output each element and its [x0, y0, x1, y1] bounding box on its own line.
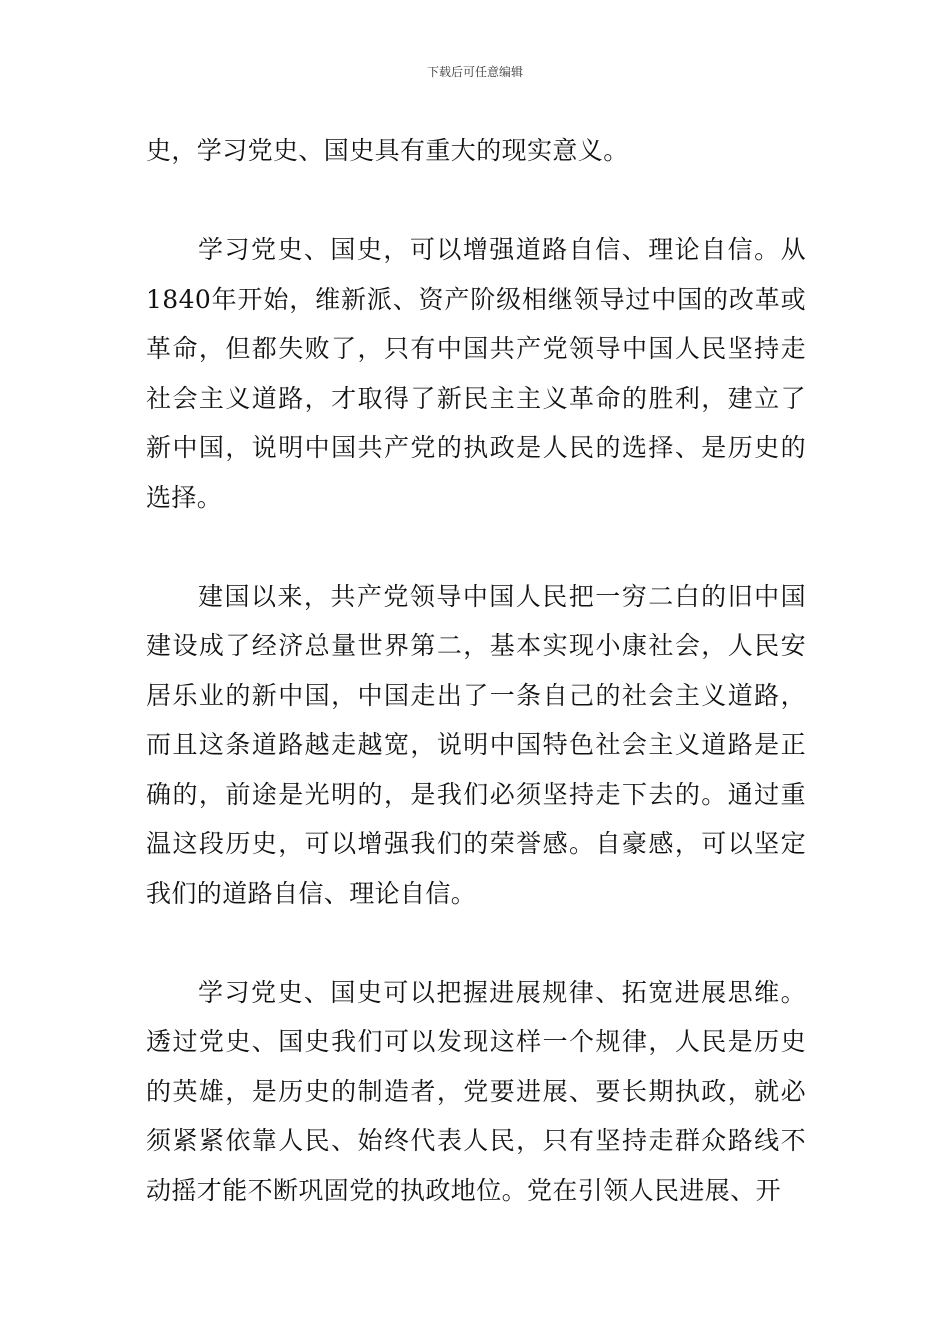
paragraph-development-law: 学习党史、国史可以把握进展规律、拓宽进展思维。透过党史、国史我们可以发现这样一个规律，人民是历史的英雄，是历史的制造者，党要进展、要长期执政，就必须紧紧依靠人民、始终代表人民，只有坚持走群众路线不动摇才能不断巩固党的执政地位。党在引领人民进展、开	[146, 977, 806, 1205]
paragraph-continuation: 史，学习党史、国史具有重大的现实意义。	[146, 136, 629, 165]
page-header-note: 下载后可任意编辑	[426, 65, 523, 79]
paragraph-since-founding: 建国以来，共产党领导中国人民把一穷二白的旧中国建设成了经济总量世界第二，基本实现小康社会，人民安居乐业的新中国，中国走出了一条自己的社会主义道路，而且这条道路越走越宽，说明中国特色社会主义道路是正确的，前途是光明的，是我们必须坚持走下去的。通过重温这段历史，可以增强我们的荣誉感。自豪感，可以坚定我们的道路自信、理论自信。	[146, 581, 806, 908]
paragraph-road-confidence: 学习党史、国史，可以增强道路自信、理论自信。从1840年开始，维新派、资产阶级相继领导过中国的改革或革命，但都失败了，只有中国共产党领导中国人民坚持走社会主义道路，才取得了新民主主义革命的胜利，建立了新中国，说明中国共产党的执政是人民的选择、是历史的选择。	[146, 235, 806, 512]
document-body	[146, 126, 806, 1215]
